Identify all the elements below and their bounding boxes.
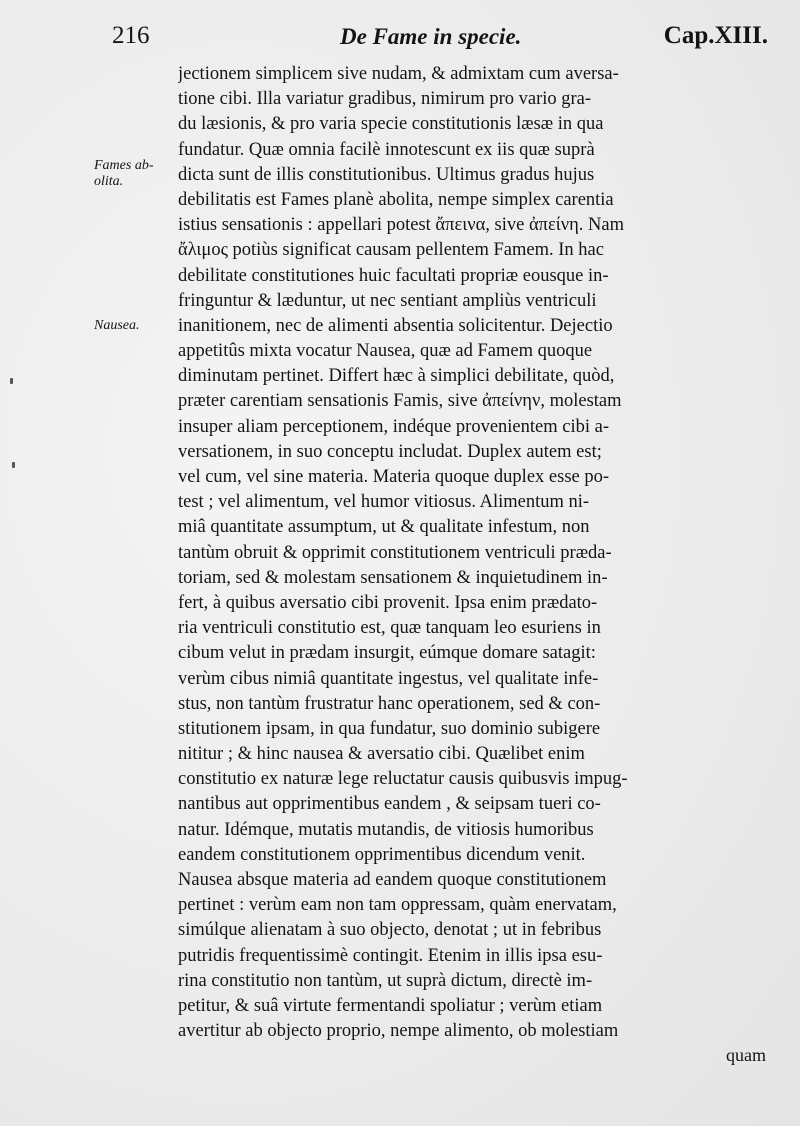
ink-speck	[10, 378, 13, 384]
text-line: inanitionem, nec de alimenti absentia solicitentur. Dejectio	[178, 315, 613, 336]
text-line: eandem constitutionem opprimentibus dicendum venit.	[178, 844, 586, 865]
text-line: istius sensationis : appellari potest ἄπεινα, sive ἀπείνη. Nam	[178, 215, 624, 236]
text-line: fert, à quibus aversatio cibi provenit. Ipsa enim prædato-	[178, 592, 598, 613]
text-line: putridis frequentissimè contingit. Etenim in illis ipsa esu-	[178, 945, 603, 966]
text-line: verùm cibus nimiâ quantitate ingestus, vel qualitate infe-	[178, 668, 599, 689]
text-line: pertinet : verùm eam non tam oppressam, quàm enervatam,	[178, 895, 617, 916]
text-line: vel cum, vel sine materia. Materia quoque duplex esse po-	[178, 467, 610, 487]
text-line: tione cibi. Illa variatur gradibus, nimirum pro vario gra-	[178, 89, 592, 110]
running-title: De Fame in specie.	[340, 24, 522, 49]
text-line: du læsionis, & pro varia specie constitutionis læsæ in qua	[178, 114, 604, 135]
chapter-label: Cap.XIII.	[663, 22, 768, 49]
text-line: tantùm obruit & opprimit constitutionem ventriculi præda-	[178, 542, 612, 563]
text-line: test ; vel alimentum, vel humor vitiosus. Alimentum ni-	[178, 492, 590, 513]
text-line: constitutio ex naturæ lege reluctatur causis quibusvis impug-	[178, 769, 628, 790]
text-line: avertitur ab objecto proprio, nempe alimento, ob molestiam	[178, 1021, 619, 1042]
text-line: præter carentiam sensationis Famis, sive ἀπείνην, molestam	[178, 391, 622, 412]
text-line: ria ventriculi constitutio est, quæ tanquam leo esuriens in	[178, 618, 601, 639]
text-line: simúlque alienatam à suo objecto, denotat ; ut in febribus	[178, 920, 602, 941]
text-line: debilitatis est Fames planè abolita, nempe simplex carentia	[178, 189, 614, 210]
text-line: diminutam pertinet. Differt hæc à simplici debilitate, quòd,	[178, 366, 615, 387]
text-line: stus, non tantùm frustratur hanc operationem, sed & con-	[178, 693, 601, 714]
margin-note-text: Fames ab- olita.	[94, 158, 154, 189]
text-line: jectionem simplicem sive nudam, & admixtam cum aversa-	[178, 64, 619, 84]
text-line: nititur ; & hinc nausea & aversatio cibi. Quælibet enim	[178, 744, 585, 765]
page-header	[112, 22, 768, 56]
text-line: ἄλιμος potiùs significat causam pellentem Famem. In hac	[178, 240, 604, 261]
text-line: rina constitutio non tantùm, ut suprà dictum, directè im-	[178, 970, 593, 991]
body-text	[178, 62, 768, 1044]
text-line: nantibus aut opprimentibus eandem , & seipsam tueri co-	[178, 794, 601, 815]
ink-speck	[12, 462, 15, 468]
text-line: versationem, in suo conceptu includat. Duplex autem est;	[178, 441, 602, 462]
catchword: quam	[726, 1045, 766, 1065]
text-line: natur. Idémque, mutatis mutandis, de vitiosis humoribus	[178, 819, 594, 840]
text-line: Nausea absque materia ad eandem quoque constitutionem	[178, 870, 607, 890]
text-line: cibum velut in prædam insurgit, eúmque domare satagit:	[178, 643, 596, 664]
text-line: dicta sunt de illis constitutionibus. Ultimus gradus hujus	[178, 164, 595, 185]
text-line: stitutionem ipsam, in qua fundatur, suo dominio subigere	[178, 718, 601, 739]
text-line: debilitate constitutiones huic facultati propriæ eousque in-	[178, 265, 609, 286]
margin-note-nausea	[94, 318, 174, 334]
text-line: fringuntur & læduntur, ut nec sentiant ampliùs ventriculi	[178, 290, 597, 311]
text-line: petitur, & suâ virtute fermentandi spoliatur ; verùm etiam	[178, 995, 603, 1016]
text-line: toriam, sed & molestam sensationem & inquietudinem in-	[178, 567, 608, 588]
page-number: 216	[112, 22, 150, 49]
margin-note-fames-abolita	[94, 158, 174, 190]
text-line: fundatur. Quæ omnia facilè innotescunt ex iis quæ suprà	[178, 139, 595, 160]
text-line: miâ quantitate assumptum, ut & qualitate infestum, non	[178, 517, 590, 538]
text-line: appetitûs mixta vocatur Nausea, quæ ad Famem quoque	[178, 341, 593, 362]
text-line: insuper aliam perceptionem, indéque provenientem cibi a-	[178, 416, 609, 437]
margin-note-text: Nausea.	[94, 318, 140, 333]
